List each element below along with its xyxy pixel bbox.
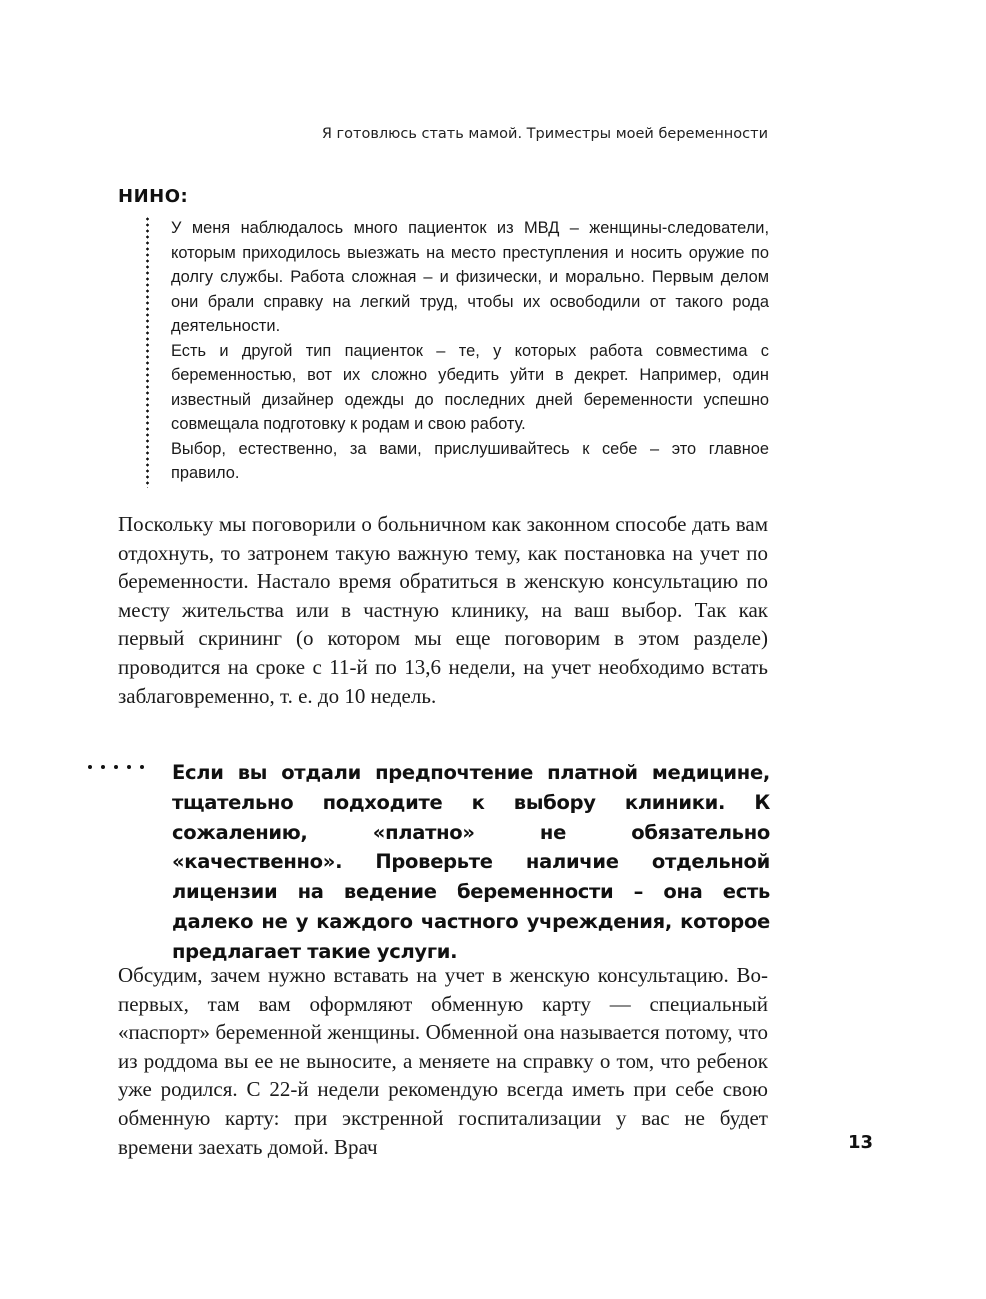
interview-quote-block [146, 216, 772, 488]
quote-paragraph: У меня наблюдалось много пациенток из МВД – женщины-следователи, которым приходилось выезжать на место преступления и носить оружие по долгу службы. Работа сложная – и физически, и морально. Первым делом они брали справку на легкий труд, чтобы их освободили от такого рода деятельности. [171, 219, 769, 335]
page-number: 13 [848, 1132, 874, 1153]
dotted-vertical-rule [146, 216, 149, 488]
quote-paragraph: Выбор, естественно, за вами, прислушивайтесь к себе – это главное правило. [171, 439, 769, 482]
callout-dots-icon [88, 765, 144, 769]
callout-text: Если вы отдали предпочтение платной медицине, тщательно подходите к выбору клиники. К сожалению, «платно» не обязательно «качественно». Проверьте наличие отдельной лицензии на ведение беременности – она есть далеко не у каждого частного учреждения, которое предлагает такие услуги. [172, 761, 770, 963]
body-paragraph: Обсудим, зачем нужно вставать на учет в женскую консультацию. Во-первых, там вам оформляют обменную карту — специальный «паспорт» беременной женщины. Обменной она называется потому, что из роддома вы ее не выносите, а меняете на справку о том, что ребенок уже родился. С 22-й недели рекомендую всегда иметь при себе свою обменную карту: при экстренной госпитализации у вас не будет времени заехать домой. Врач [118, 963, 768, 1159]
interview-quote-text [171, 216, 769, 486]
running-header: Я готовлюсь стать мамой. Триместры моей беременности [321, 126, 768, 142]
speaker-label: НИНО: [118, 186, 189, 207]
quote-paragraph: Есть и другой тип пациенток – те, у которых работа совместима с беременностью, вот их сложно убедить уйти в декрет. Например, один известный дизайнер одежды до последних дней беременности успешно совмещала подготовку к родам и свою работу. [171, 341, 769, 433]
body-paragraph: Поскольку мы поговорили о больничном как законном способе дать вам отдохнуть, то затронем такую важную тему, как постановка на учет по беременности. Настало время обратиться в женскую консультацию по месту жительства или в частную клинику, на ваш выбор. Так как первый скрининг (о котором мы еще поговорим в этом разделе) проводится на сроке с 11-й по 13,6 недели, на учет необходимо встать заблаговременно, т. е. до 10 недель. [118, 512, 768, 708]
